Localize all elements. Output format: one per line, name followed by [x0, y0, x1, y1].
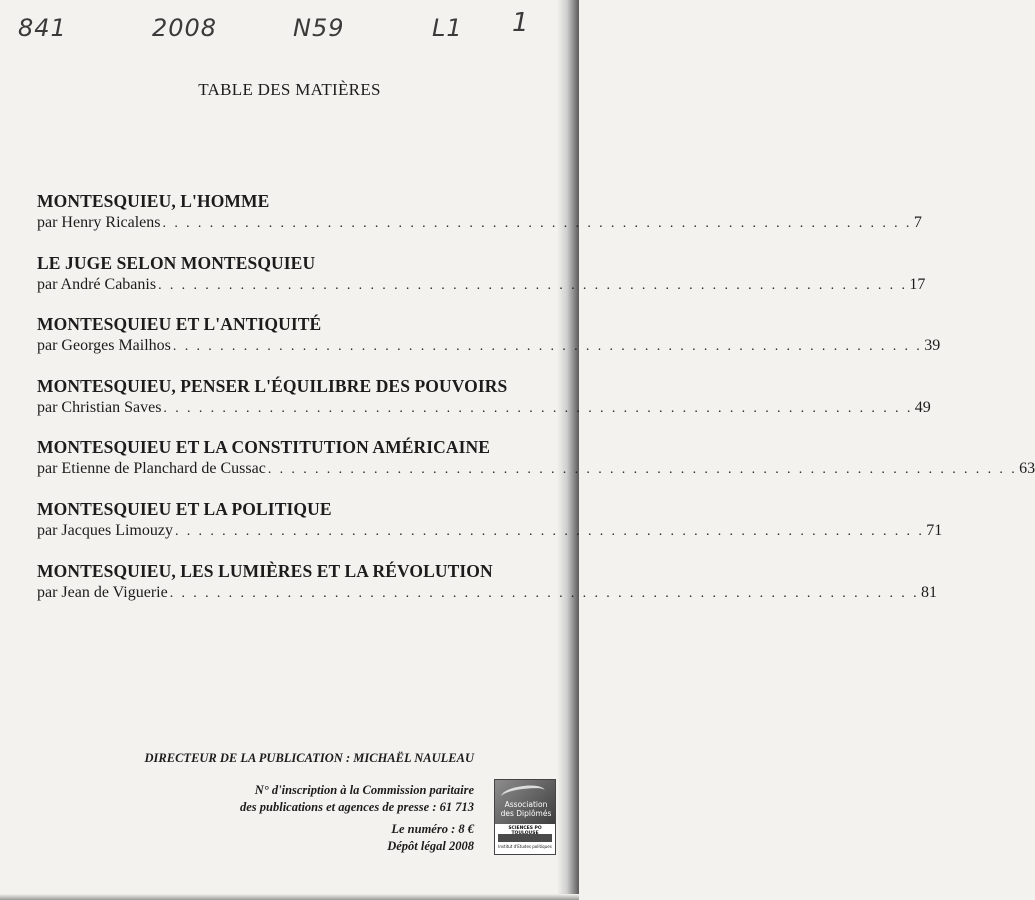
toc-page-number: 7	[913, 214, 922, 231]
toc-line	[37, 397, 931, 419]
toc-page-number: 39	[924, 337, 941, 355]
toc-heading: LE JUGE SELON MONTESQUIEU	[37, 252, 316, 273]
logo-line: Association	[504, 800, 548, 809]
toc-author: par Jacques Limouzy	[37, 521, 173, 539]
logo-title	[498, 800, 554, 818]
registration-notice	[240, 782, 474, 816]
toc-heading: MONTESQUIEU, LES LUMIÈRES ET LA RÉVOLUTION	[37, 560, 493, 581]
toc-author: par Georges Mailhos	[37, 337, 171, 355]
toc-entry	[37, 313, 941, 357]
toc-heading: MONTESQUIEU ET LA POLITIQUE	[37, 498, 332, 519]
page-edge-shadow	[557, 0, 579, 900]
legal-deposit-text: Dépôt légal 2008	[387, 839, 474, 853]
toc-leader-dots: . . . . . . . . . . . . . . . . . . . . . . . . . . . . . . . . . . . . . . . . . . . . . . . . . . . . . . . . . . . . . . . .	[162, 216, 912, 231]
toc-leader-dots: . . . . . . . . . . . . . . . . . . . . . . . . . . . . . . . . . . . . . . . . . . . . . . . . . . . . . . . . . . . . . . . .	[158, 277, 908, 293]
toc-entry	[37, 436, 1035, 480]
handwritten-note: L1	[432, 14, 463, 42]
toc-author: par Etienne de Planchard de Cussac	[37, 460, 266, 478]
price-text: Le numéro : 8 €	[391, 822, 474, 836]
toc-page-number: 81	[921, 583, 937, 601]
toc-leader-dots: . . . . . . . . . . . . . . . . . . . . . . . . . . . . . . . . . . . . . . . . . . . . . . . . . . . . . . . . . . . . . . . .	[169, 585, 919, 601]
toc-heading: MONTESQUIEU, PENSER L'ÉQUILIBRE DES POUVOIRS	[37, 375, 508, 396]
toc-entry	[37, 498, 943, 542]
toc-entry	[37, 252, 926, 296]
registration-line: des publications et agences de presse : 61 713	[239, 800, 474, 814]
toc-line	[37, 582, 937, 604]
toc-heading: MONTESQUIEU, L'HOMME	[37, 191, 270, 211]
toc-author: par André Cabanis	[37, 275, 157, 293]
page-bottom-edge	[0, 894, 579, 900]
toc-leader-dots: . . . . . . . . . . . . . . . . . . . . . . . . . . . . . . . . . . . . . . . . . . . . . . . . . . . . . . . . . . . . . . . .	[172, 339, 923, 355]
handwritten-note: 1	[512, 8, 530, 38]
association-logo	[494, 779, 556, 855]
toc-page-number: 63	[1019, 460, 1035, 478]
page-title: TABLE DES MATIÈRES	[198, 80, 381, 99]
logo-school-name: SCIENCES PO	[508, 826, 542, 831]
toc-line	[37, 274, 926, 296]
toc-author: par Henry Ricalens	[37, 214, 161, 231]
logo-line: des Diplômés	[500, 809, 552, 818]
toc-author: par Christian Saves	[37, 398, 162, 416]
logo-institute-name: Institut d'Etudes politiques	[498, 844, 552, 849]
toc-page-number: 17	[909, 275, 926, 293]
toc-author: par Jean de Viguerie	[37, 583, 168, 601]
publication-director: DIRECTEUR DE LA PUBLICATION : MICHAËL NAULEAU	[144, 751, 474, 765]
toc-leader-dots: . . . . . . . . . . . . . . . . . . . . . . . . . . . . . . . . . . . . . . . . . . . . . . . . . . . . . . . . . . . . . . . .	[163, 400, 913, 416]
handwritten-note: 2008	[152, 14, 218, 42]
logo-mark-icon	[498, 834, 552, 842]
registration-line: N° d'inscription à la Commission paritaire	[254, 783, 474, 797]
toc-leader-dots: . . . . . . . . . . . . . . . . . . . . . . . . . . . . . . . . . . . . . . . . . . . . . . . . . . . . . . . . . . . . . . . .	[267, 462, 1018, 478]
toc-line	[37, 212, 922, 234]
toc-page-number: 71	[926, 521, 943, 539]
price-block	[387, 821, 474, 855]
toc-heading: MONTESQUIEU ET L'ANTIQUITÉ	[37, 314, 322, 335]
handwritten-note: 841	[18, 14, 67, 42]
toc-page-number: 49	[914, 398, 931, 416]
toc-entry	[37, 190, 922, 234]
toc-heading: MONTESQUIEU ET LA CONSTITUTION AMÉRICAINE	[37, 437, 491, 458]
logo-emblem	[495, 780, 555, 824]
toc-line	[37, 335, 941, 357]
toc-line	[37, 520, 943, 542]
toc-list	[37, 190, 1035, 621]
toc-leader-dots: . . . . . . . . . . . . . . . . . . . . . . . . . . . . . . . . . . . . . . . . . . . . . . . . . . . . . . . . . . . . . . . .	[174, 523, 925, 539]
handwritten-notes	[0, 6, 579, 46]
toc-entry	[37, 375, 931, 419]
handwritten-note: N59	[293, 14, 345, 42]
toc-entry	[37, 560, 937, 604]
toc-line	[37, 458, 1035, 480]
